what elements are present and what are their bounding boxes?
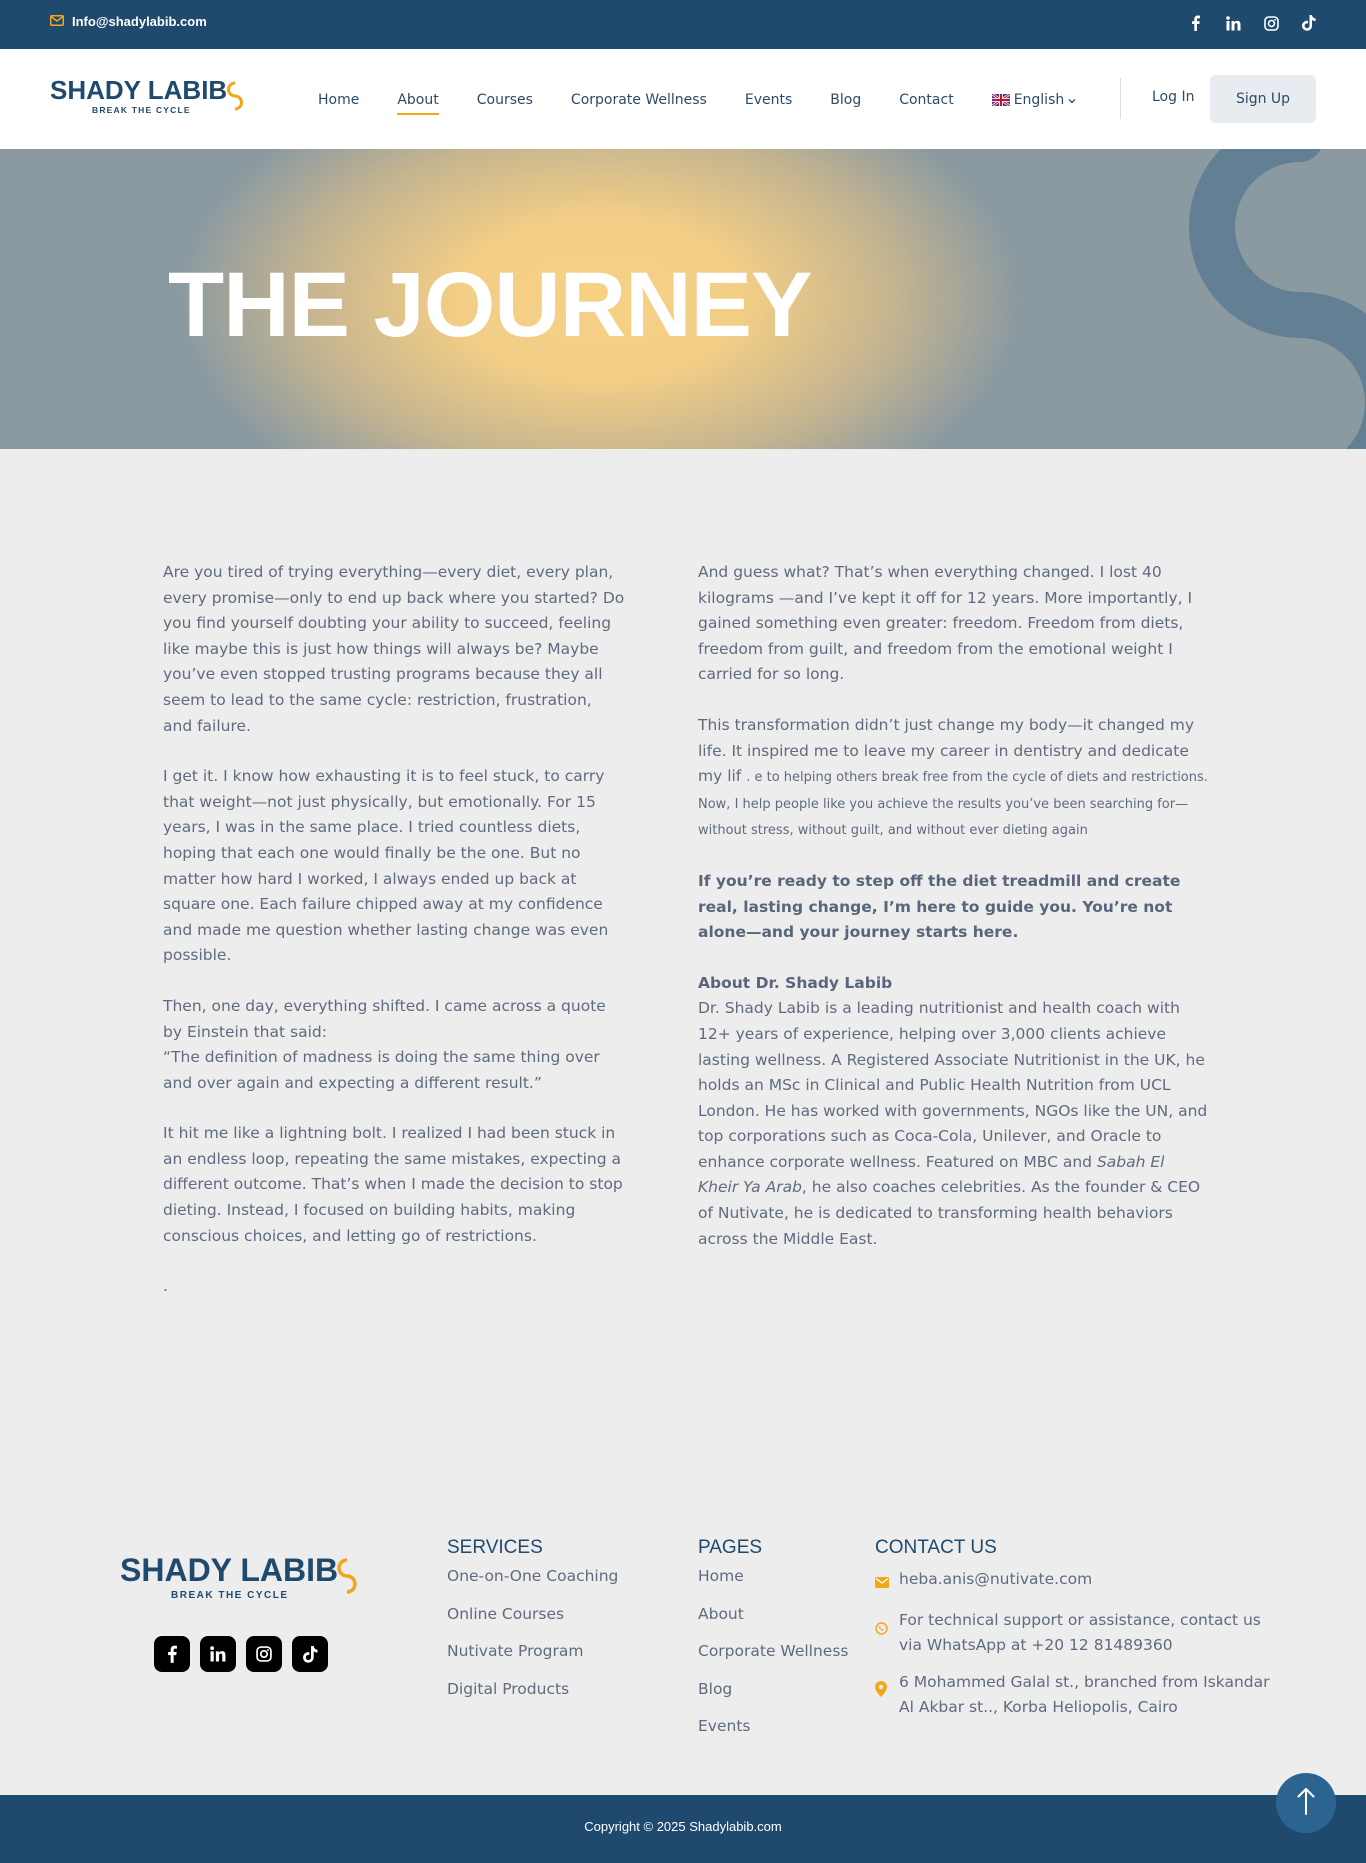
footer-logo-s-mark [339,1560,355,1592]
nav-blog[interactable]: Blog [830,92,862,108]
transformation-main: This transformation didn’t just change my body—it changed my life. It inspired me to leave my career in dentistry and dedicate my lif [698,715,1195,786]
language-label: English [1013,92,1065,108]
hero-title: THE JOURNEY [168,254,812,356]
paragraph-struggle: I get it. I know how exhausting it is to feel stuck, to carry that weight—not just physically, but emotionally. For 15 years, I was in the same place. I tried countless diets, hoping that each one would finally be the one. But no matter how hard I worked, I always ended up back at square one. Each failure chipped away at my confidence and made me question whether lasting change was even possible. [163,767,609,965]
footer-link-events[interactable]: Events [698,1717,751,1735]
top-social-links [1184,12,1320,34]
paragraph-shift: Then, one day, everything shifted. I came across a quote by Einstein that said: [163,996,606,1041]
nav-courses[interactable]: Courses [476,92,533,108]
top-bar [0,0,1366,49]
about-bio-part-2: , he also coaches celebrities. As the founder & CEO of Nutivate, he is dedicated to transforming health behaviors across the Middle East. [698,1178,1201,1248]
footer-pages [698,1537,849,1755]
nav-menu [318,89,1114,111]
login-link[interactable]: Log In [1152,89,1195,105]
envelope-icon [875,1567,899,1597]
services-heading: SERVICES [447,1537,543,1558]
site-logo[interactable] [50,77,250,123]
facebook-icon[interactable] [154,1636,190,1672]
paragraph-intro: Are you tired of trying everything—every diet, every plan, every promise—only to end up back where you started? Do you find yourself doubting your ability to succeed, feeling like maybe this is just how things will always be? Maybe you’ve even stopped trusting programs because they all seem to lead to the same cycle: restriction, frustration, and failure. [163,563,625,735]
nav-home[interactable]: Home [318,92,360,108]
contact-whatsapp-text: For technical support or assistance, contact us via WhatsApp at +20 12 81489360 [899,1610,1261,1654]
contact-address-text: 6 Mohammed Galal st., branched from Iskandar Al Akbar st.., Korba Heliopolis, Cairo [899,1672,1270,1716]
linkedin-icon[interactable] [1222,12,1244,34]
uk-flag-icon [992,94,1010,106]
about-bio-show-name: Sabah El Kheir Ya Arab [698,1152,1165,1197]
pages-heading: PAGES [698,1537,763,1558]
footer-link-about[interactable]: About [698,1604,744,1623]
contact-email[interactable] [875,1567,1275,1597]
footer-social-links [154,1636,328,1672]
footer-bottom-bar [0,1795,1366,1863]
mail-icon [50,14,64,29]
footer-link-online-courses[interactable]: Online Courses [447,1604,565,1623]
call-to-action-text: If you’re ready to step off the diet treadmill and create real, lasting change, I’m here to guide you. You’re not alone—and your journey starts here. [698,871,1181,942]
trailing-dot: . [163,1277,168,1296]
nav-about[interactable]: About [397,89,438,111]
about-bio [698,996,1208,1252]
contact-whatsapp[interactable] [875,1608,1275,1659]
footer-link-blog[interactable]: Blog [698,1679,733,1698]
arrow-up-icon [1297,1787,1315,1819]
chevron-down-icon [1068,92,1076,108]
about-bio-part-1: Dr. Shady Labib is a leading nutritionist and health coach with 12+ years of experience, helping over 3,000 clients achieve lasting wellness. A Registered Associate Nutritionist in the UK, he holds an MSc in Clinical and Public Health Nutrition from UCL London. He has worked with governments, NGOs like the UN, and top corporations such as Coca-Cola, Unilever, and Oracle to enhance corporate wellness. Featured on MBC and [698,999,1208,1171]
paragraph-transformation [698,713,1208,844]
instagram-icon[interactable] [1260,12,1282,34]
main-navigation [0,49,1366,149]
language-selector[interactable] [992,89,1077,111]
nav-corporate-wellness[interactable]: Corporate Wellness [570,92,707,108]
footer-link-home[interactable]: Home [698,1567,744,1585]
footer-services [447,1537,618,1717]
logo-s-mark [229,83,242,109]
footer-logo-wordmark: SHADY LABIB [120,1552,339,1588]
logo-wordmark: SHADY LABIB [50,77,228,105]
tiktok-icon[interactable] [292,1636,328,1672]
logo-tagline: BREAK THE CYCLE [92,105,191,115]
transformation-small: . e to helping others break free from the cycle of diets and restrictions. Now, I help people like you achieve the results you’ve been searching for—without stress, without guilt, and without ever dieting again [698,770,1208,839]
whatsapp-icon [875,1608,899,1659]
einstein-quote: “The definition of madness is doing the same thing over and over again and expecting a different result.” [163,1048,600,1092]
footer-link-nutivate-program[interactable]: Nutivate Program [447,1642,584,1660]
footer-link-corporate-wellness[interactable]: Corporate Wellness [698,1642,849,1660]
hero-s-mark-decoration [1110,149,1366,449]
contact-email-text: heba.anis@nutivate.com [899,1570,1093,1588]
scroll-to-top-button[interactable] [1276,1773,1336,1833]
nav-events[interactable]: Events [744,92,793,108]
footer-link-digital-products[interactable]: Digital Products [447,1679,570,1698]
paragraph-realization: It hit me like a lightning bolt. I realized I had been stuck in an endless loop, repeating the same mistakes, expecting a different outcome. That’s when I made the decision to stop dieting. Instead, I focused on building habits, making conscious choices, and letting go of restrictions. [163,1124,623,1245]
tiktok-icon[interactable] [1298,12,1320,34]
footer-logo-tagline: BREAK THE CYCLE [171,1590,289,1601]
top-email[interactable] [50,14,207,29]
content-left-column [163,560,625,1325]
nav-divider [1120,78,1121,119]
linkedin-icon[interactable] [200,1636,236,1672]
signup-button[interactable]: Sign Up [1210,75,1316,123]
content-right-column [698,560,1208,1277]
instagram-icon[interactable] [246,1636,282,1672]
footer-link-coaching[interactable]: One-on-One Coaching [447,1567,619,1585]
about-heading: About Dr. Shady Labib [698,973,893,992]
footer-logo[interactable] [120,1551,364,1607]
hero-banner [0,149,1366,449]
footer-contact [875,1537,1275,1732]
location-pin-icon [875,1670,899,1721]
copyright-text: Copyright © 2025 Shadylabib.com [584,1819,782,1834]
contact-address [875,1670,1275,1721]
nav-contact[interactable]: Contact [899,92,954,108]
paragraph-change: And guess what? That’s when everything changed. I lost 40 kilograms —and I’ve kept it off for 12 years. More importantly, I gained something even greater: freedom. Freedom from diets, freedom from guilt, and freedom from the emotional weight I carried for so long. [698,563,1193,684]
top-email-text: Info@shadylabib.com [72,14,207,29]
contact-heading: CONTACT US [875,1537,997,1558]
facebook-icon[interactable] [1184,12,1206,34]
